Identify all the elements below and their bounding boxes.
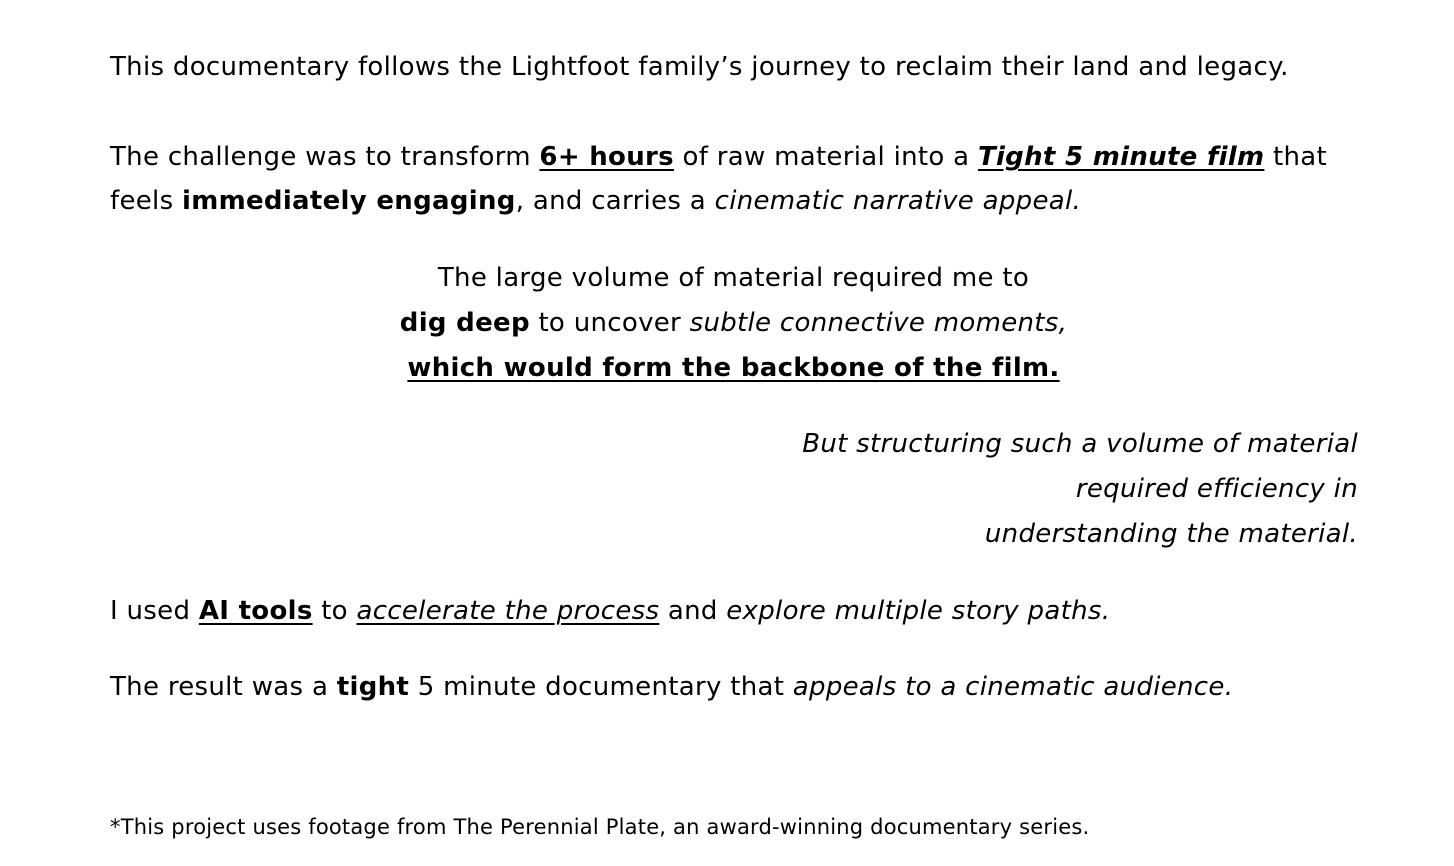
result-paragraph xyxy=(110,674,1233,700)
intro-text: This documentary follows the Lightfoot family’s journey to reclaim their land and legacy. xyxy=(110,52,1289,82)
appeals-emphasis: appeals to a cinematic audience. xyxy=(792,672,1234,702)
structuring-text: understanding the material. xyxy=(984,519,1358,549)
volume-line-1 xyxy=(0,265,1454,291)
challenge-text: of raw material into a xyxy=(673,142,978,172)
ai-text: to xyxy=(312,596,357,626)
challenge-text: , and carries a xyxy=(515,186,715,216)
structuring-line-1 xyxy=(802,431,1358,457)
ai-text: and xyxy=(659,596,727,626)
backbone-emphasis: which would form the backbone of the film. xyxy=(407,353,1060,383)
challenge-text: feels xyxy=(110,186,182,216)
challenge-line-2 xyxy=(110,188,1081,214)
result-text: 5 minute documentary that xyxy=(409,672,793,702)
intro-paragraph xyxy=(110,54,1289,80)
film-emphasis: Tight 5 minute film xyxy=(977,142,1265,172)
footnote-text: *This project uses footage from The Perennial Plate, an award-winning documentary series. xyxy=(110,815,1090,839)
challenge-line-1 xyxy=(110,144,1327,170)
structuring-line-2 xyxy=(1076,476,1358,502)
volume-text: to uncover xyxy=(529,308,690,338)
result-text: The result was a xyxy=(110,672,337,702)
structuring-text: But structuring such a volume of material xyxy=(802,429,1358,459)
explore-emphasis: explore multiple story paths. xyxy=(726,596,1111,626)
footnote xyxy=(110,817,1089,838)
appeal-emphasis: cinematic narrative appeal. xyxy=(714,186,1082,216)
ai-tools-paragraph xyxy=(110,598,1110,624)
challenge-text: The challenge was to transform xyxy=(110,142,540,172)
tight-emphasis: tight xyxy=(336,672,410,702)
ai-text: I used xyxy=(110,596,199,626)
volume-text: The large volume of material required me to xyxy=(437,263,1030,293)
accelerate-emphasis: accelerate the process xyxy=(356,596,660,626)
structuring-line-3 xyxy=(985,521,1358,547)
ai-tools-emphasis: AI tools xyxy=(198,596,313,626)
subtle-emphasis: subtle connective moments, xyxy=(689,308,1068,338)
dig-deep-emphasis: dig deep xyxy=(399,308,530,338)
challenge-text: that xyxy=(1264,142,1327,172)
structuring-text: required efficiency in xyxy=(1075,474,1358,504)
hours-emphasis: 6+ hours xyxy=(539,142,674,172)
volume-line-3 xyxy=(0,355,1454,381)
volume-line-2 xyxy=(0,310,1454,336)
engaging-emphasis: immediately engaging xyxy=(181,186,516,216)
